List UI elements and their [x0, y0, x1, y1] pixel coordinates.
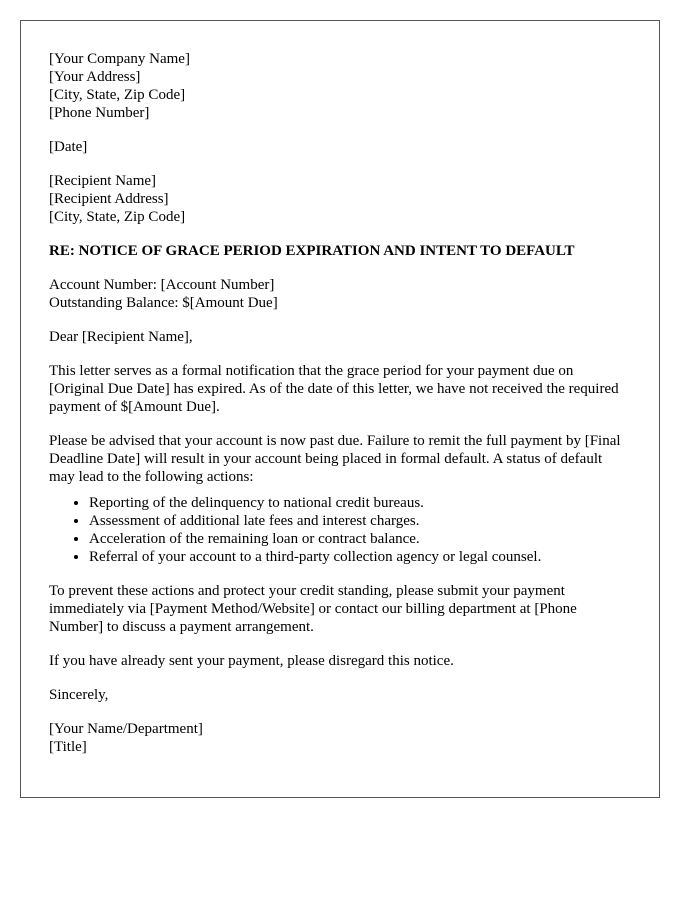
- salutation: Dear [Recipient Name],: [49, 329, 193, 345]
- recipient-name: [Recipient Name]: [49, 173, 157, 189]
- outstanding-balance: Outstanding Balance: $[Amount Due]: [49, 295, 278, 311]
- signer-title: [Title]: [49, 739, 87, 755]
- sign-off: Sincerely,: [49, 687, 109, 703]
- list-item: • Assessment of additional late fees and interest charges.: [89, 512, 631, 530]
- list-item: • Referral of your account to a third-party collection agency or legal counsel.: [89, 548, 631, 566]
- recipient-address-block: [49, 172, 631, 226]
- signer-name: [Your Name/Department]: [49, 721, 203, 737]
- list-item: • Acceleration of the remaining loan or contract balance.: [89, 530, 631, 548]
- recipient-address: [Recipient Address]: [49, 191, 169, 207]
- sender-address-block: [49, 50, 631, 122]
- paragraph-disregard: If you have already sent your payment, please disregard this notice.: [49, 653, 454, 669]
- sender-address: [Your Address]: [49, 69, 141, 85]
- actions-list: [49, 494, 631, 566]
- list-item: • Reporting of the delinquency to national credit bureaus.: [89, 494, 631, 512]
- sender-city-state-zip: [City, State, Zip Code]: [49, 87, 186, 103]
- subject-line: RE: NOTICE OF GRACE PERIOD EXPIRATION AND INTENT TO DEFAULT: [49, 243, 575, 259]
- paragraph-grace-expired: This letter serves as a formal notification that the grace period for your payment due on [Original Due Date] has expired. As of the date of this letter, we have not received the required payment of $[Amount Due].: [49, 363, 619, 415]
- letter-page: [20, 20, 660, 798]
- account-number: Account Number: [Account Number]: [49, 277, 275, 293]
- sender-phone: [Phone Number]: [49, 105, 150, 121]
- signature-block: [49, 720, 631, 756]
- paragraph-past-due: Please be advised that your account is now past due. Failure to remit the full payment by [Final Deadline Date] will result in your account being placed in formal default. A status of default may lead to the following actions:: [49, 433, 621, 485]
- sender-company: [Your Company Name]: [49, 51, 190, 67]
- letter-date: [Date]: [49, 139, 88, 155]
- date-block: [49, 138, 631, 156]
- recipient-city-state-zip: [City, State, Zip Code]: [49, 209, 186, 225]
- paragraph-prevent-actions: To prevent these actions and protect your credit standing, please submit your payment immediately via [Payment Method/Website] or contact our billing department at [Phone Number] to discuss a payment arrangement.: [49, 583, 577, 635]
- account-info-block: [49, 276, 631, 312]
